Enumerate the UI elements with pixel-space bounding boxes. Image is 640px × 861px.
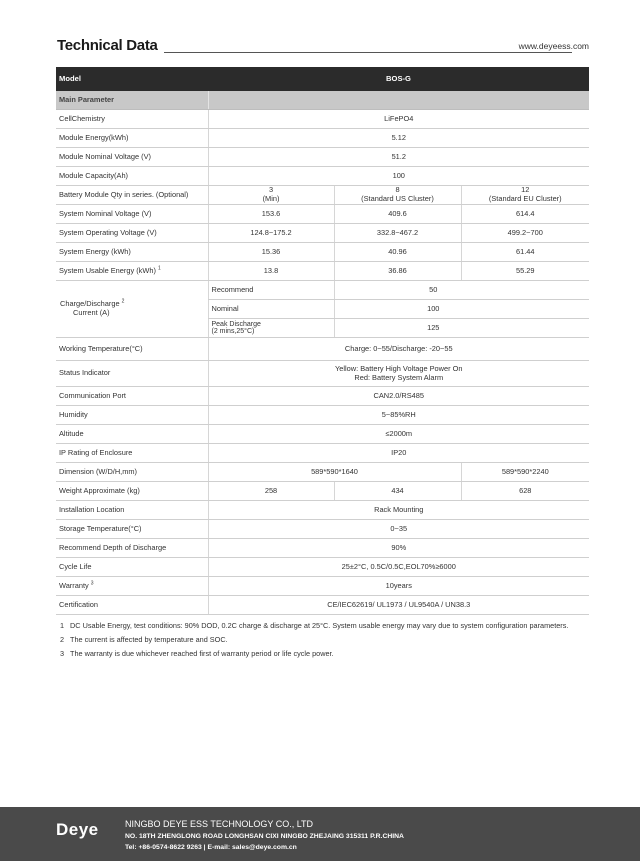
title-divider (164, 52, 572, 53)
row-value: 10years (208, 577, 589, 596)
model-value: BOS-G (208, 67, 589, 91)
spec-table (56, 67, 589, 615)
row-label: Dimension (W/D/H,mm) (56, 463, 208, 482)
model-row (56, 67, 589, 91)
company-name: NINGBO DEYE ESS TECHNOLOGY CO., LTD (125, 819, 314, 829)
table-row (56, 281, 589, 300)
table-row (56, 539, 589, 558)
footnote: 3 The warranty is due whichever reached first of warranty period or life cycle power. (60, 649, 334, 658)
table-row (56, 444, 589, 463)
row-value: 90% (208, 539, 589, 558)
row-value: 61.44 (461, 243, 589, 262)
row-value: 100 (208, 167, 589, 186)
row-value: 8 (Standard US Cluster) (334, 186, 461, 205)
row-value: 628 (461, 482, 589, 501)
row-label: System Usable Energy (kWh) $^1$ (56, 262, 208, 281)
row-value: 499.2~700 (461, 224, 589, 243)
row-label: Module Nominal Voltage (V) (56, 148, 208, 167)
section-header (56, 91, 589, 110)
row-value: CAN2.0/RS485 (208, 387, 589, 406)
row-value: 3 (Min) (208, 186, 334, 205)
row-value: 153.6 (208, 205, 334, 224)
row-value: 50 (334, 281, 589, 300)
row-label: Status Indicator (56, 361, 208, 387)
table-row (56, 577, 589, 596)
row-value: IP20 (208, 444, 589, 463)
row-label: Charge/Discharge $^2$ Current (A) (56, 281, 208, 338)
row-label: System Nominal Voltage (V) (56, 205, 208, 224)
company-contact: Tel: +86-0574-8622 9263 | E-mail: sales@deye.com.cn (125, 844, 297, 851)
row-value: 51.2 (208, 148, 589, 167)
footnote: 2 The current is affected by temperature and SOC. (60, 635, 228, 644)
row-value: 258 (208, 482, 334, 501)
model-label: Model (56, 67, 208, 91)
row-value: 36.86 (334, 262, 461, 281)
table-row (56, 205, 589, 224)
table-row (56, 148, 589, 167)
table-row (56, 110, 589, 129)
row-label: IP Rating of Enclosure (56, 444, 208, 463)
row-label: Module Energy(kWh) (56, 129, 208, 148)
row-label: Altitude (56, 425, 208, 444)
row-label: Recommend Depth of Discharge (56, 539, 208, 558)
page-footer (0, 807, 640, 861)
row-value: 5~85%RH (208, 406, 589, 425)
page-header (57, 37, 589, 59)
row-label: Humidity (56, 406, 208, 425)
row-value: Rack Mounting (208, 501, 589, 520)
row-value: 25±2°C, 0.5C/0.5C,EOL70%≥6000 (208, 558, 589, 577)
table-row (56, 482, 589, 501)
row-label: Certification (56, 596, 208, 615)
row-label: CellChemistry (56, 110, 208, 129)
row-value: 55.29 (461, 262, 589, 281)
row-label: Working Temperature(°C) (56, 338, 208, 361)
table-row (56, 361, 589, 387)
table-row (56, 463, 589, 482)
table-row (56, 129, 589, 148)
table-row (56, 262, 589, 281)
row-label: Installation Location (56, 501, 208, 520)
table-row (56, 558, 589, 577)
row-value: 100 (334, 300, 589, 319)
table-row (56, 338, 589, 361)
sub-label: Recommend (208, 281, 334, 300)
row-label: Module Capacity(Ah) (56, 167, 208, 186)
footnote-marker: 2 (121, 299, 125, 306)
section-title: Main Parameter (56, 91, 208, 110)
row-label: Storage Temperature(°C) (56, 520, 208, 539)
row-value: ≤2000m (208, 425, 589, 444)
row-value: 40.96 (334, 243, 461, 262)
footnote-marker: 1 (158, 265, 161, 272)
row-value: Yellow: Battery High Voltage Power On Red: Battery System Alarm (208, 361, 589, 387)
row-value: 614.4 (461, 205, 589, 224)
row-value: 589*590*1640 (208, 463, 461, 482)
company-logo: Deye (56, 820, 99, 839)
row-label: Cycle Life (56, 558, 208, 577)
row-value: 589*590*2240 (461, 463, 589, 482)
row-value: 0~35 (208, 520, 589, 539)
row-label: Weight Approximate (kg) (56, 482, 208, 501)
table-row (56, 167, 589, 186)
row-value: 15.36 (208, 243, 334, 262)
row-value: LiFePO4 (208, 110, 589, 129)
row-label: System Operating Voltage (V) (56, 224, 208, 243)
table-row (56, 243, 589, 262)
table-row (56, 186, 589, 205)
row-value: CE/IEC62619/ UL1973 / UL9540A / UN38.3 (208, 596, 589, 615)
row-value: 434 (334, 482, 461, 501)
row-label: Warranty $^3$ (56, 577, 208, 596)
table-row (56, 224, 589, 243)
row-value: Charge: 0~55/Discharge: -20~55 (208, 338, 589, 361)
row-value: 409.6 (334, 205, 461, 224)
website-link[interactable]: www.deyeess.com (518, 41, 589, 51)
row-label: Communication Port (56, 387, 208, 406)
row-value: 124.8~175.2 (208, 224, 334, 243)
row-value: 5.12 (208, 129, 589, 148)
page-title: Technical Data (57, 37, 158, 54)
table-row (56, 501, 589, 520)
company-address: NO. 18TH ZHENGLONG ROAD LONGHSAN CIXI NINGBO ZHEJAING 315311 P.R.CHINA (125, 833, 404, 840)
row-value: 332.8~467.2 (334, 224, 461, 243)
table-row (56, 596, 589, 615)
footnote: 1 DC Usable Energy, test conditions: 90% DOD, 0.2C charge & discharge at 25°C. System usable energy may vary due to system configuration parameters. (60, 621, 569, 630)
table-row (56, 387, 589, 406)
row-value: 125 (334, 319, 589, 338)
row-label: Battery Module Qty in series. (Optional) (56, 186, 208, 205)
footnote-marker: 3 (90, 580, 94, 587)
table-row (56, 520, 589, 539)
sub-label: Peak Discharge (2 mins,25°C) (208, 319, 334, 338)
table-row (56, 406, 589, 425)
footnotes (60, 619, 600, 661)
row-value: 13.8 (208, 262, 334, 281)
row-value: 12 (Standard EU Cluster) (461, 186, 589, 205)
table-row (56, 425, 589, 444)
row-label: System Energy (kWh) (56, 243, 208, 262)
sub-label: Nominal (208, 300, 334, 319)
